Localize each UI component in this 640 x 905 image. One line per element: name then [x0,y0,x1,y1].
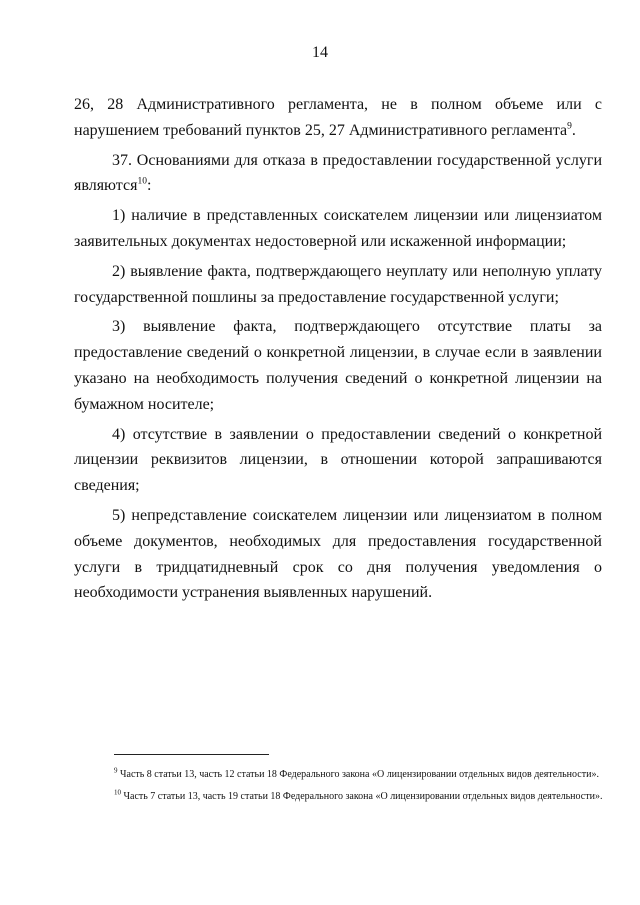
footnote-separator [114,754,269,755]
footnote-mark: 10 [114,788,121,797]
footnotes [74,764,604,808]
list-item-3: 3) выявление факта, подтверждающего отсутствие платы за предоставление сведений о конкретной лицензии, в случае если в заявлении указано на необходимость получения сведений о конкретной лицензии на бумажном носителе; [74,318,602,413]
list-item-1: 1) наличие в представленных соискателем лицензии или лицензиатом заявительных документах недостоверной или искаженной информации; [74,207,602,250]
paragraph-tail: : [146,177,152,195]
footnote-10 [74,786,604,808]
footnote-text: Часть 8 статьи 13, часть 12 статьи 18 Федерального закона «О лицензировании отдельных видов деятельности». [117,769,599,780]
paragraph-tail: . [571,121,576,139]
list-item-5: 5) непредставление соискателем лицензии или лицензиатом в полном объеме документов, необходимых для предоставления государственной услуги в тридцатидневный срок со дня получения уведомления о необходимости устранения выявленных нарушений. [74,506,602,602]
footnote-reference: 10 [137,177,147,188]
footnote-mark: 9 [114,766,118,775]
footnote-text: Часть 7 статьи 13, часть 19 статьи 18 Федерального закона «О лицензировании отдельных видов деятельности». [121,791,603,802]
paragraph-text: 37. Основаниями для отказа в предоставлении государственной услуги являются [74,151,602,195]
list-item-2: 2) выявление факта, подтверждающего неуплату или неполную уплату государственной пошлины за предоставление государственной услуги; [74,262,602,306]
paragraph-text: 26, 28 Административного регламента, не в полном объеме или с нарушением требований пунктов 25, 27 Административного регламента [74,96,602,139]
document-body [74,92,602,606]
footnote-9 [74,764,604,786]
paragraph-continuation [74,92,602,144]
footnote-reference: 9 [567,121,572,132]
paragraph-item-37 [74,148,602,200]
list-item-4: 4) отсутствие в заявлении о предоставлении сведений о конкретной лицензии реквизитов лицензии, в отношении которой запрашиваются сведения; [74,425,602,495]
page-number: 14 [312,44,328,61]
